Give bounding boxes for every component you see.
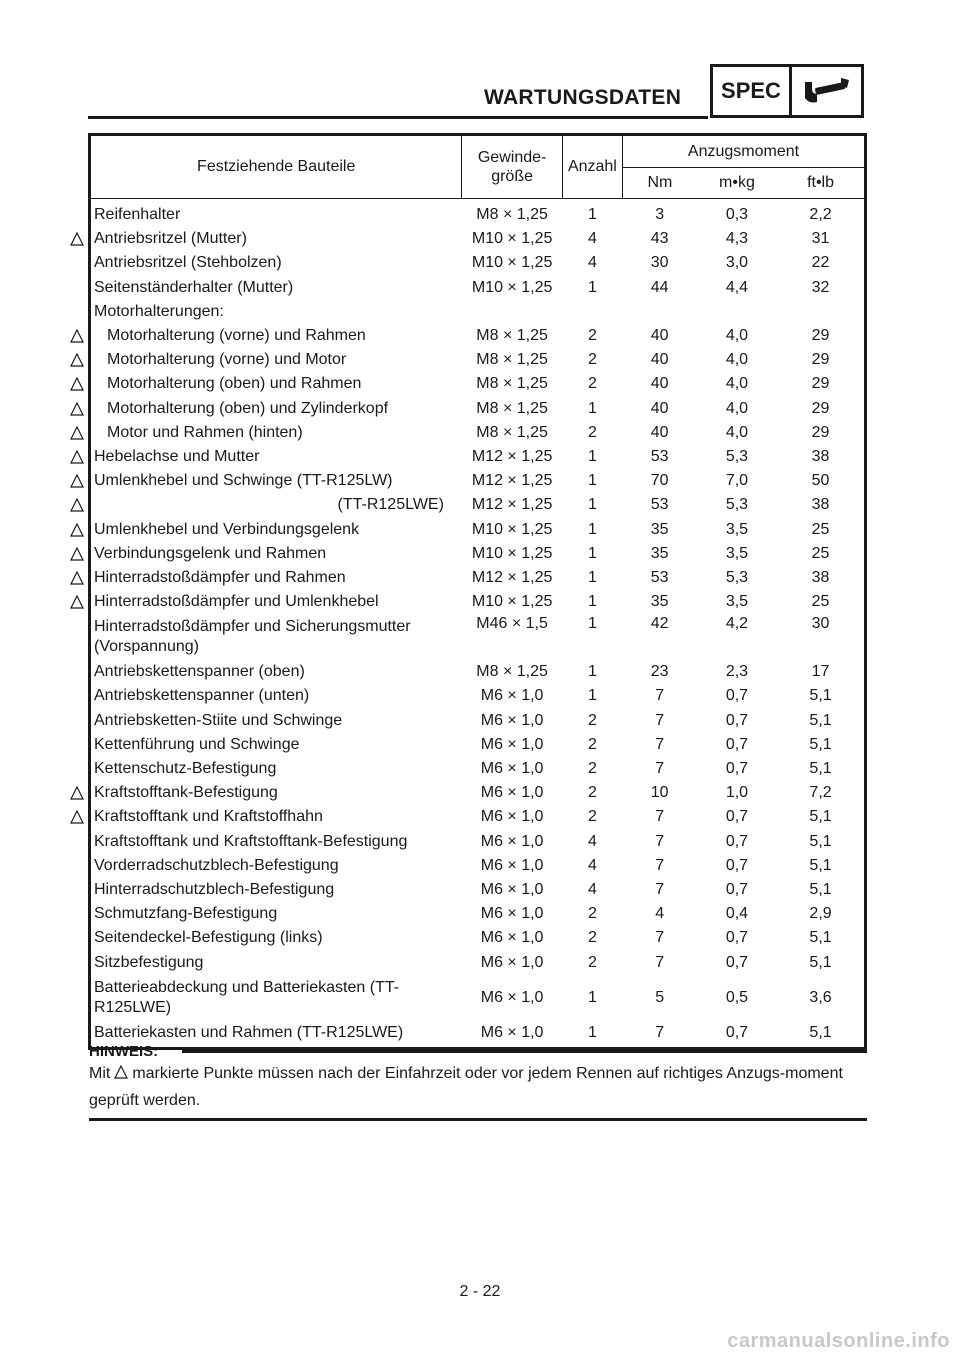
mkg-cell: 3,5 bbox=[725, 593, 749, 611]
note-rule-bottom bbox=[89, 1118, 867, 1121]
triangle-mark-icon bbox=[70, 786, 84, 800]
triangle-mark-icon bbox=[70, 498, 84, 512]
mkg-cell bbox=[697, 300, 777, 324]
nm-cell bbox=[623, 300, 697, 324]
table-row bbox=[90, 878, 866, 902]
note-text-before: Mit bbox=[89, 1065, 111, 1082]
thread-cell: M10 × 1,25 bbox=[471, 278, 553, 296]
table-row bbox=[90, 324, 866, 348]
ftlb-cell: 5,1 bbox=[809, 832, 832, 850]
thread-cell: M6 × 1,0 bbox=[480, 808, 544, 826]
mkg-cell: 4,3 bbox=[725, 230, 749, 248]
part-cell: Antriebskettenspanner (oben) bbox=[94, 663, 305, 681]
table-row bbox=[90, 227, 866, 251]
nm-cell: 7 bbox=[655, 687, 665, 705]
part-cell: Kettenführung und Schwinge bbox=[94, 735, 300, 753]
nm-cell: 30 bbox=[650, 254, 669, 272]
thread-cell: M46 × 1,5 bbox=[476, 615, 548, 633]
table-row bbox=[90, 566, 866, 590]
ftlb-cell: 25 bbox=[811, 520, 830, 538]
spec-badge bbox=[710, 64, 864, 118]
ftlb-cell: 38 bbox=[811, 568, 830, 586]
thread-cell bbox=[462, 300, 562, 324]
nm-cell: 7 bbox=[655, 929, 665, 947]
mkg-cell: 0,4 bbox=[725, 905, 749, 923]
nm-cell: 23 bbox=[650, 663, 669, 681]
torque-table-body bbox=[90, 199, 866, 1049]
qty-cell: 4 bbox=[587, 254, 597, 272]
ftlb-cell: 7,2 bbox=[809, 784, 832, 802]
header-ftlb: ft•lb bbox=[777, 168, 865, 199]
nm-cell: 35 bbox=[650, 544, 669, 562]
table-row bbox=[90, 493, 866, 517]
mkg-cell: 4,0 bbox=[725, 327, 749, 345]
qty-cell bbox=[562, 300, 622, 324]
triangle-mark-icon bbox=[70, 402, 84, 416]
nm-cell: 40 bbox=[650, 351, 669, 369]
triangle-mark-icon bbox=[114, 1065, 128, 1079]
part-cell: Hinterradstoßdämpfer und Sicherungsmutter (Vorspannung) bbox=[94, 618, 411, 656]
qty-cell: 1 bbox=[587, 663, 597, 681]
thread-cell: M6 × 1,0 bbox=[480, 760, 544, 778]
ftlb-cell: 5,1 bbox=[809, 711, 832, 729]
triangle-mark-icon bbox=[70, 474, 84, 488]
ftlb-cell: 29 bbox=[811, 351, 830, 369]
thread-cell: M8 × 1,25 bbox=[476, 423, 548, 441]
mkg-cell: 0,7 bbox=[725, 808, 749, 826]
qty-cell: 1 bbox=[587, 593, 597, 611]
triangle-mark-icon bbox=[70, 377, 84, 391]
qty-cell: 4 bbox=[587, 230, 597, 248]
header-part: Festziehende Bauteile bbox=[90, 135, 462, 199]
qty-cell: 1 bbox=[587, 447, 597, 465]
nm-cell: 7 bbox=[655, 880, 665, 898]
nm-cell: 53 bbox=[650, 496, 669, 514]
triangle-mark-icon bbox=[70, 232, 84, 246]
table-row bbox=[90, 469, 866, 493]
part-cell: Batteriekasten und Rahmen (TT-R125LWE) bbox=[94, 1023, 404, 1041]
thread-cell: M6 × 1,0 bbox=[480, 1023, 544, 1041]
thread-cell: M12 × 1,25 bbox=[471, 472, 553, 490]
nm-cell: 7 bbox=[655, 808, 665, 826]
thread-cell: M8 × 1,25 bbox=[476, 351, 548, 369]
triangle-mark-icon bbox=[70, 523, 84, 537]
ftlb-cell: 2,9 bbox=[809, 905, 832, 923]
nm-cell: 35 bbox=[650, 520, 669, 538]
qty-cell: 1 bbox=[587, 988, 597, 1006]
thread-cell: M10 × 1,25 bbox=[471, 544, 553, 562]
ftlb-cell: 3,6 bbox=[809, 988, 832, 1006]
header-rule bbox=[88, 116, 708, 119]
qty-cell: 2 bbox=[587, 808, 597, 826]
mkg-cell: 5,3 bbox=[725, 568, 749, 586]
table-row bbox=[90, 975, 866, 1021]
table-row bbox=[90, 781, 866, 805]
thread-cell: M10 × 1,25 bbox=[471, 230, 553, 248]
part-cell: Motorhalterungen: bbox=[94, 302, 224, 320]
thread-cell: M6 × 1,0 bbox=[480, 735, 544, 753]
nm-cell: 7 bbox=[655, 1023, 665, 1041]
mkg-cell: 0,7 bbox=[725, 735, 749, 753]
triangle-mark-icon bbox=[70, 571, 84, 585]
part-cell: Motorhalterung (vorne) und Motor bbox=[107, 351, 347, 369]
qty-cell: 4 bbox=[587, 880, 597, 898]
note-text bbox=[89, 1060, 867, 1114]
ftlb-cell: 5,1 bbox=[809, 953, 832, 971]
part-cell: Hinterradschutzblech-Befestigung bbox=[94, 880, 335, 898]
qty-cell: 2 bbox=[587, 953, 597, 971]
ftlb-cell: 5,1 bbox=[809, 929, 832, 947]
part-cell: Seitenständerhalter (Mutter) bbox=[94, 278, 294, 296]
part-cell: Hinterradstoßdämpfer und Umlenkhebel bbox=[94, 593, 379, 611]
part-cell: Reifenhalter bbox=[94, 206, 181, 224]
part-cell: Kraftstofftank-Befestigung bbox=[94, 784, 278, 802]
nm-cell: 5 bbox=[655, 988, 665, 1006]
thread-cell: M8 × 1,25 bbox=[476, 327, 548, 345]
thread-cell: M6 × 1,0 bbox=[480, 687, 544, 705]
table-row bbox=[90, 372, 866, 396]
spec-label: SPEC bbox=[713, 67, 792, 115]
ftlb-cell: 5,1 bbox=[809, 687, 832, 705]
thread-cell: M10 × 1,25 bbox=[471, 520, 553, 538]
page-number: 2 - 22 bbox=[459, 1283, 501, 1300]
nm-cell: 40 bbox=[650, 327, 669, 345]
thread-cell: M8 × 1,25 bbox=[476, 399, 548, 417]
nm-cell: 40 bbox=[650, 423, 669, 441]
mkg-cell: 4,2 bbox=[725, 615, 749, 633]
nm-cell: 4 bbox=[655, 905, 665, 923]
thread-cell: M12 × 1,25 bbox=[471, 447, 553, 465]
part-cell: Antriebskettenspanner (unten) bbox=[94, 687, 310, 705]
qty-cell: 2 bbox=[587, 327, 597, 345]
triangle-mark-icon bbox=[70, 426, 84, 440]
ftlb-cell: 29 bbox=[811, 375, 830, 393]
header-nm: Nm bbox=[623, 168, 697, 199]
table-row bbox=[90, 300, 866, 324]
thread-cell: M6 × 1,0 bbox=[480, 832, 544, 850]
nm-cell: 7 bbox=[655, 711, 665, 729]
ftlb-cell: 29 bbox=[811, 423, 830, 441]
table-row bbox=[90, 757, 866, 781]
wrench-icon bbox=[792, 67, 861, 115]
part-cell: Seitendeckel-Befestigung (links) bbox=[94, 929, 323, 947]
table-row bbox=[90, 733, 866, 757]
table-row bbox=[90, 421, 866, 445]
part-cell: Motorhalterung (oben) und Rahmen bbox=[107, 375, 362, 393]
part-cell: Schmutzfang-Befestigung bbox=[94, 905, 278, 923]
thread-cell: M6 × 1,0 bbox=[480, 953, 544, 971]
note-rule-top bbox=[182, 1050, 867, 1053]
part-cell: Kraftstofftank und Kraftstofftank-Befestigung bbox=[94, 832, 408, 850]
qty-cell: 1 bbox=[587, 399, 597, 417]
triangle-mark-icon bbox=[70, 595, 84, 609]
mkg-cell: 5,3 bbox=[725, 447, 749, 465]
table-row bbox=[90, 517, 866, 541]
thread-cell: M6 × 1,0 bbox=[480, 856, 544, 874]
part-cell: Hebelachse und Mutter bbox=[94, 447, 260, 465]
part-cell: Kettenschutz-Befestigung bbox=[94, 760, 277, 778]
thread-cell: M8 × 1,25 bbox=[476, 375, 548, 393]
qty-cell: 4 bbox=[587, 856, 597, 874]
qty-cell: 4 bbox=[587, 832, 597, 850]
nm-cell: 10 bbox=[650, 784, 669, 802]
thread-cell: M6 × 1,0 bbox=[480, 880, 544, 898]
ftlb-cell bbox=[777, 300, 865, 324]
qty-cell: 2 bbox=[587, 351, 597, 369]
mkg-cell: 0,7 bbox=[725, 929, 749, 947]
thread-cell: M6 × 1,0 bbox=[480, 988, 544, 1006]
part-cell: Hinterradstoßdämpfer und Rahmen bbox=[94, 568, 346, 586]
triangle-mark-icon bbox=[70, 450, 84, 464]
part-cell: Batterieabdeckung und Batteriekasten (TT-R125LWE) bbox=[94, 978, 400, 1016]
triangle-mark-icon bbox=[70, 547, 84, 561]
table-row bbox=[90, 684, 866, 708]
mkg-cell: 0,7 bbox=[725, 832, 749, 850]
part-cell: Motor und Rahmen (hinten) bbox=[107, 423, 303, 441]
ftlb-cell: 5,1 bbox=[809, 1023, 832, 1041]
mkg-cell: 0,7 bbox=[725, 880, 749, 898]
table-row bbox=[90, 445, 866, 469]
table-row bbox=[90, 709, 866, 733]
qty-cell: 1 bbox=[587, 568, 597, 586]
mkg-cell: 0,5 bbox=[725, 988, 749, 1006]
nm-cell: 7 bbox=[655, 760, 665, 778]
ftlb-cell: 38 bbox=[811, 496, 830, 514]
part-cell: Motorhalterung (oben) und Zylinderkopf bbox=[107, 399, 389, 417]
ftlb-cell: 5,1 bbox=[809, 808, 832, 826]
mkg-cell: 4,0 bbox=[725, 375, 749, 393]
table-row bbox=[90, 660, 866, 684]
table-row bbox=[90, 348, 866, 372]
thread-cell: M12 × 1,25 bbox=[471, 496, 553, 514]
qty-cell: 2 bbox=[587, 760, 597, 778]
nm-cell: 70 bbox=[650, 472, 669, 490]
mkg-cell: 1,0 bbox=[725, 784, 749, 802]
nm-cell: 43 bbox=[650, 230, 669, 248]
table-row bbox=[90, 926, 866, 950]
watermark: carmanualsonline.info bbox=[727, 1330, 950, 1352]
ftlb-cell: 25 bbox=[811, 593, 830, 611]
triangle-mark-icon bbox=[70, 329, 84, 343]
ftlb-cell: 2,2 bbox=[809, 206, 832, 224]
table-row bbox=[90, 542, 866, 566]
mkg-cell: 0,7 bbox=[725, 687, 749, 705]
part-cell: (TT-R125LWE) bbox=[337, 496, 444, 514]
ftlb-cell: 29 bbox=[811, 399, 830, 417]
qty-cell: 1 bbox=[587, 687, 597, 705]
header-thread-text: Gewinde- größe bbox=[477, 149, 547, 185]
part-cell: Antriebsritzel (Mutter) bbox=[94, 230, 247, 248]
qty-cell: 2 bbox=[587, 423, 597, 441]
ftlb-cell: 22 bbox=[811, 254, 830, 272]
qty-cell: 1 bbox=[587, 278, 597, 296]
qty-cell: 2 bbox=[587, 784, 597, 802]
ftlb-cell: 25 bbox=[811, 544, 830, 562]
mkg-cell: 3,5 bbox=[725, 544, 749, 562]
ftlb-cell: 5,1 bbox=[809, 735, 832, 753]
nm-cell: 42 bbox=[650, 615, 669, 633]
header-torque: Anzugsmoment bbox=[623, 135, 866, 168]
nm-cell: 40 bbox=[650, 399, 669, 417]
thread-cell: M6 × 1,0 bbox=[480, 711, 544, 729]
qty-cell: 2 bbox=[587, 735, 597, 753]
thread-cell: M6 × 1,0 bbox=[480, 905, 544, 923]
nm-cell: 7 bbox=[655, 953, 665, 971]
qty-cell: 2 bbox=[587, 905, 597, 923]
qty-cell: 1 bbox=[587, 615, 597, 633]
part-cell: Kraftstofftank und Kraftstoffhahn bbox=[94, 808, 323, 826]
table-row bbox=[90, 805, 866, 829]
nm-cell: 7 bbox=[655, 832, 665, 850]
part-cell: Sitzbefestigung bbox=[94, 953, 204, 971]
header-qty: Anzahl bbox=[562, 135, 622, 199]
ftlb-cell: 29 bbox=[811, 327, 830, 345]
table-row bbox=[90, 251, 866, 275]
ftlb-cell: 5,1 bbox=[809, 856, 832, 874]
table-row bbox=[90, 854, 866, 878]
table-row bbox=[90, 276, 866, 300]
nm-cell: 35 bbox=[650, 593, 669, 611]
qty-cell: 1 bbox=[587, 544, 597, 562]
torque-table bbox=[88, 133, 867, 1050]
mkg-cell: 4,0 bbox=[725, 423, 749, 441]
mkg-cell: 4,4 bbox=[725, 278, 749, 296]
note-label: HINWEIS: bbox=[89, 1043, 159, 1060]
thread-cell: M10 × 1,25 bbox=[471, 593, 553, 611]
mkg-cell: 5,3 bbox=[725, 496, 749, 514]
header-thread bbox=[462, 135, 562, 199]
ftlb-cell: 30 bbox=[811, 615, 830, 633]
nm-cell: 7 bbox=[655, 856, 665, 874]
table-row bbox=[90, 590, 866, 614]
ftlb-cell: 38 bbox=[811, 447, 830, 465]
table-row bbox=[90, 1021, 866, 1049]
thread-cell: M6 × 1,0 bbox=[480, 929, 544, 947]
mkg-cell: 3,5 bbox=[725, 520, 749, 538]
qty-cell: 1 bbox=[587, 520, 597, 538]
mkg-cell: 4,0 bbox=[725, 399, 749, 417]
part-cell: Motorhalterung (vorne) und Rahmen bbox=[107, 327, 366, 345]
ftlb-cell: 32 bbox=[811, 278, 830, 296]
nm-cell: 7 bbox=[655, 735, 665, 753]
thread-cell: M8 × 1,25 bbox=[476, 663, 548, 681]
page-title: WARTUNGSDATEN bbox=[484, 86, 682, 109]
qty-cell: 2 bbox=[587, 711, 597, 729]
mkg-cell: 7,0 bbox=[725, 472, 749, 490]
table-row bbox=[90, 397, 866, 421]
nm-cell: 53 bbox=[650, 568, 669, 586]
part-cell: Antriebsketten-Stiite und Schwinge bbox=[94, 711, 343, 729]
triangle-mark-icon bbox=[70, 810, 84, 824]
ftlb-cell: 50 bbox=[811, 472, 830, 490]
mkg-cell: 3,0 bbox=[725, 254, 749, 272]
ftlb-cell: 17 bbox=[811, 663, 830, 681]
note-text-after: markierte Punkte müssen nach der Einfahrzeit oder vor jedem Rennen auf richtiges Anzugs-moment geprüft werden. bbox=[89, 1065, 843, 1109]
mkg-cell: 0,7 bbox=[725, 856, 749, 874]
part-cell: Antriebsritzel (Stehbolzen) bbox=[94, 254, 282, 272]
ftlb-cell: 5,1 bbox=[809, 760, 832, 778]
thread-cell: M10 × 1,25 bbox=[471, 254, 553, 272]
ftlb-cell: 5,1 bbox=[809, 880, 832, 898]
qty-cell: 1 bbox=[587, 472, 597, 490]
nm-cell: 40 bbox=[650, 375, 669, 393]
mkg-cell: 0,7 bbox=[725, 711, 749, 729]
mkg-cell: 0,3 bbox=[725, 206, 749, 224]
table-row bbox=[90, 199, 866, 228]
part-cell: Umlenkhebel und Verbindungsgelenk bbox=[94, 520, 360, 538]
part-cell: Umlenkhebel und Schwinge (TT-R125LW) bbox=[94, 472, 393, 490]
qty-cell: 1 bbox=[587, 1023, 597, 1041]
nm-cell: 44 bbox=[650, 278, 669, 296]
qty-cell: 2 bbox=[587, 929, 597, 947]
thread-cell: M6 × 1,0 bbox=[480, 784, 544, 802]
qty-cell: 2 bbox=[587, 375, 597, 393]
header-mkg: m•kg bbox=[697, 168, 777, 199]
mkg-cell: 0,7 bbox=[725, 760, 749, 778]
mkg-cell: 2,3 bbox=[725, 663, 749, 681]
triangle-mark-icon bbox=[70, 353, 84, 367]
mkg-cell: 0,7 bbox=[725, 1023, 749, 1041]
table-row bbox=[90, 614, 866, 660]
thread-cell: M8 × 1,25 bbox=[476, 206, 548, 224]
nm-cell: 53 bbox=[650, 447, 669, 465]
table-row bbox=[90, 902, 866, 926]
qty-cell: 1 bbox=[587, 206, 597, 224]
part-cell: Verbindungsgelenk und Rahmen bbox=[94, 544, 327, 562]
part-cell: Vorderradschutzblech-Befestigung bbox=[94, 856, 339, 874]
table-row bbox=[90, 830, 866, 854]
mkg-cell: 4,0 bbox=[725, 351, 749, 369]
table-row bbox=[90, 950, 866, 974]
mkg-cell: 0,7 bbox=[725, 953, 749, 971]
thread-cell: M12 × 1,25 bbox=[471, 568, 553, 586]
qty-cell: 1 bbox=[587, 496, 597, 514]
nm-cell: 3 bbox=[655, 206, 665, 224]
ftlb-cell: 31 bbox=[811, 230, 830, 248]
